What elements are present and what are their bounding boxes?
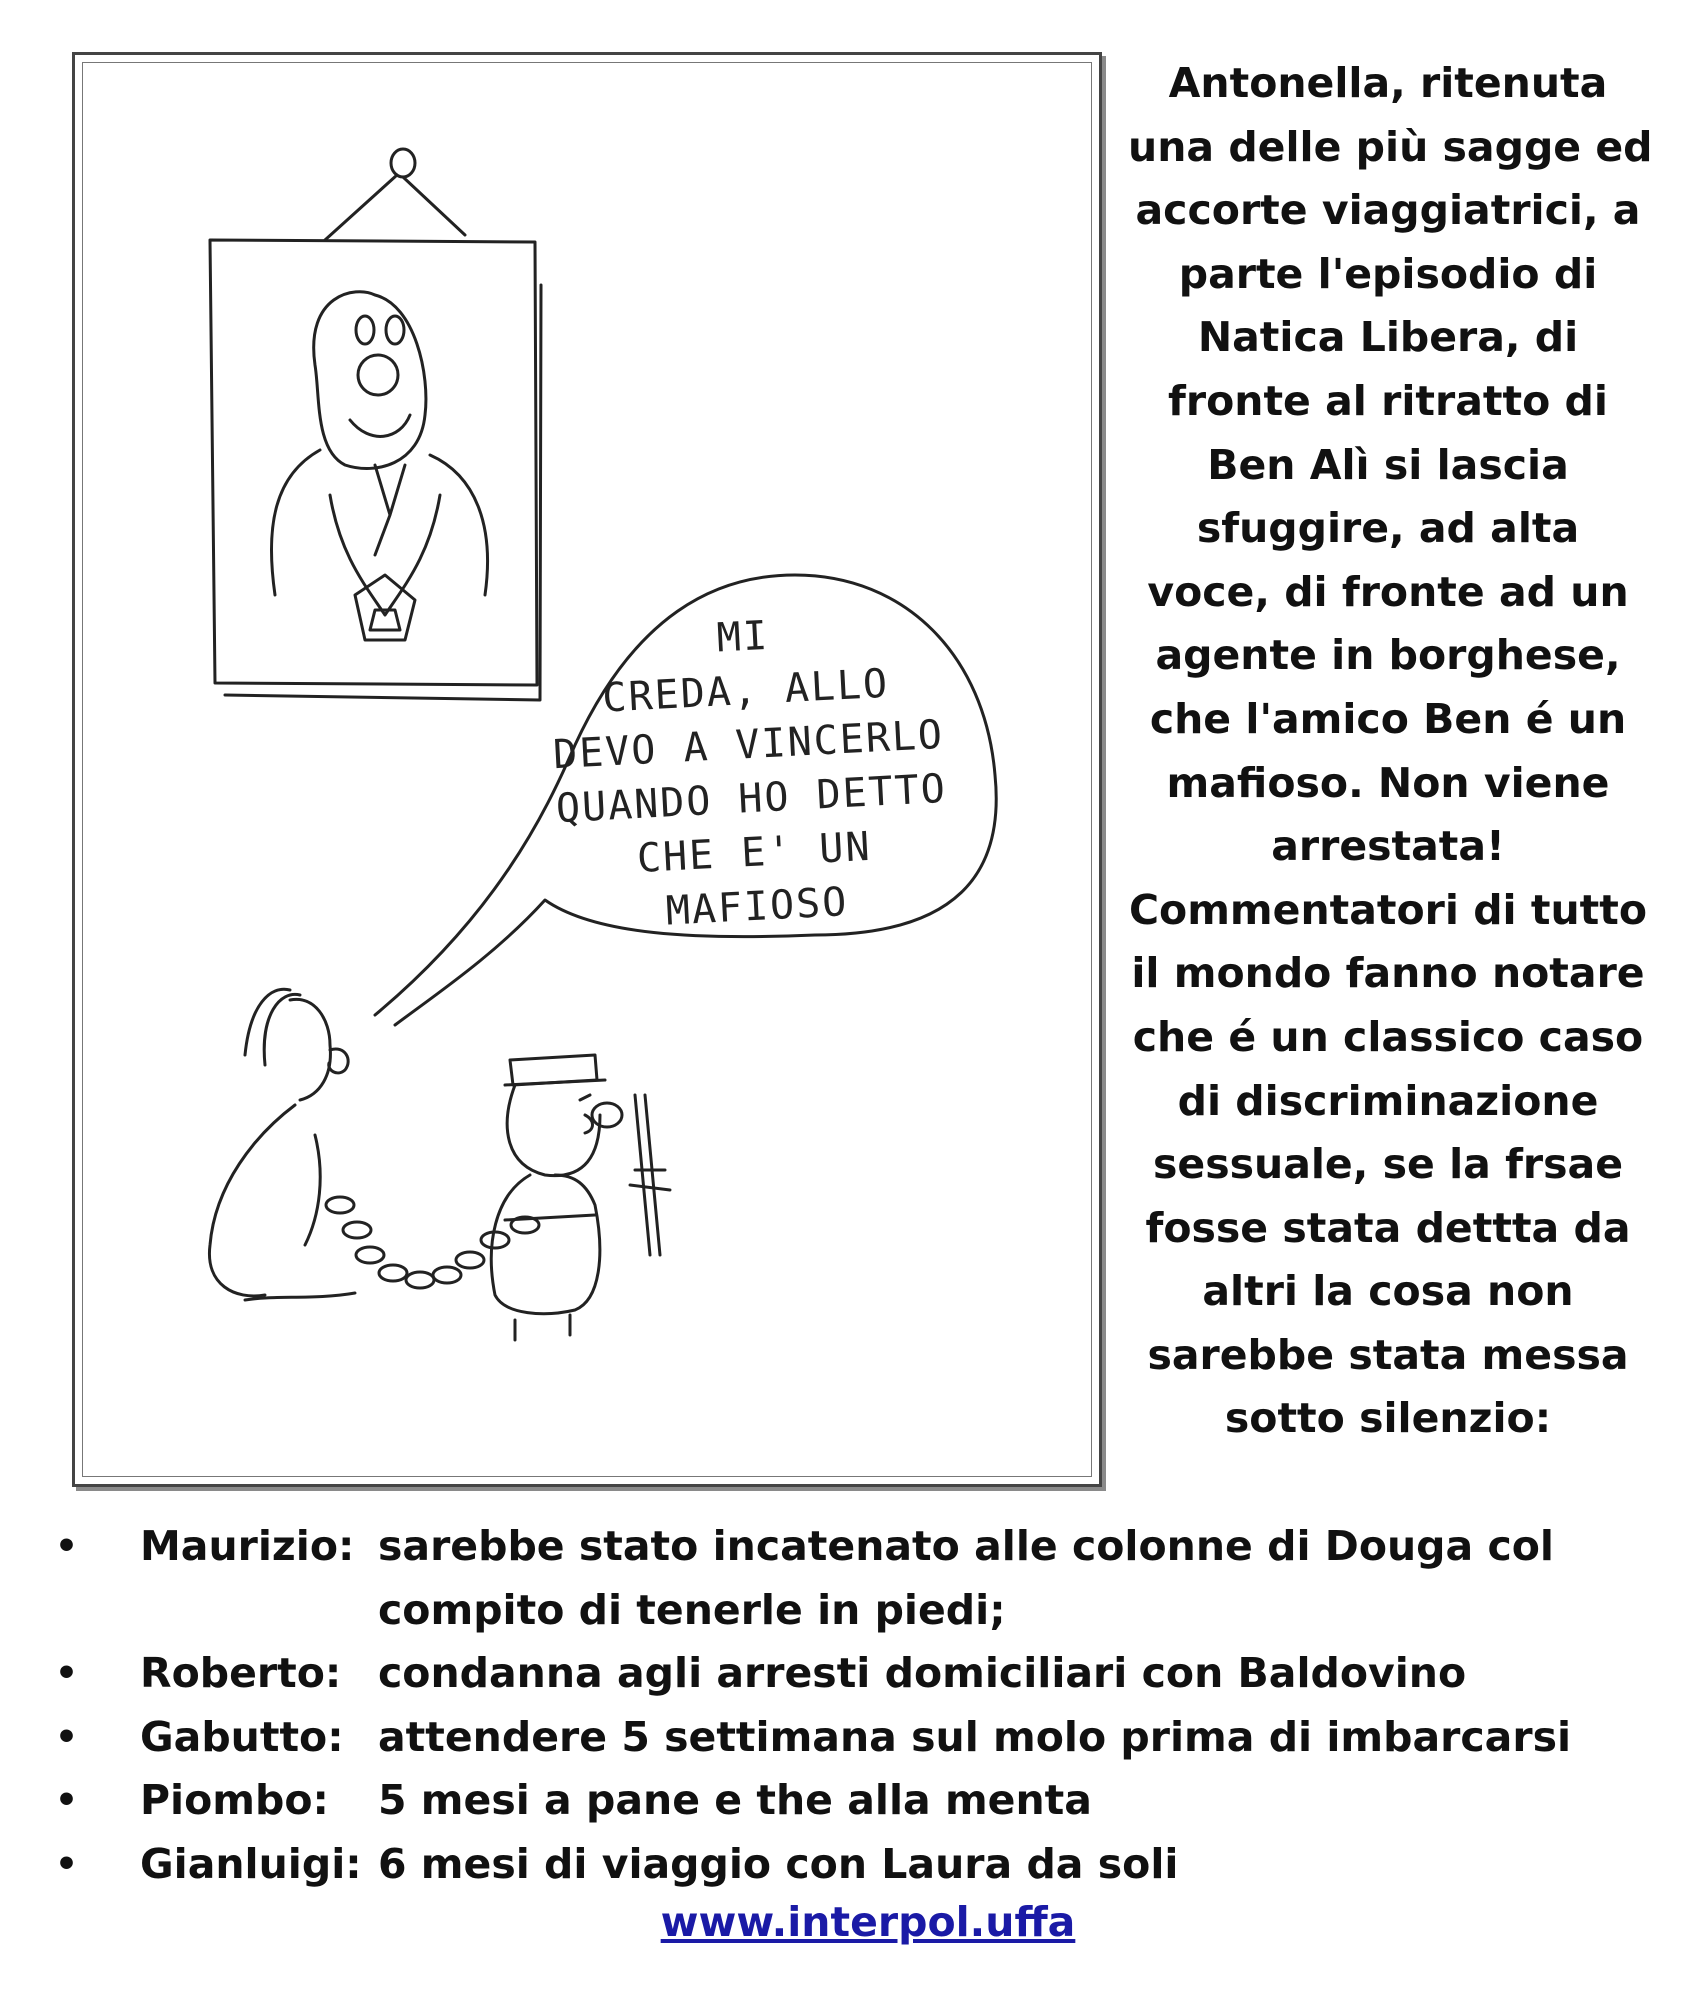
- narrative-line: il mondo fanno notare: [1131, 949, 1645, 998]
- list-item-text: compito di tenerle in piedi;: [378, 1585, 1006, 1634]
- bullet: •: [55, 1843, 79, 1885]
- bullet: •: [55, 1716, 79, 1758]
- narrative-line: accorte viaggiatrici, a: [1135, 186, 1641, 235]
- bubble-line: CREDA, ALLO: [601, 660, 891, 722]
- officer-figure: [491, 1055, 670, 1340]
- narrative-line: Commentatori di tutto: [1128, 885, 1648, 934]
- narrative-line: una delle più sagge ed: [1128, 122, 1653, 171]
- chain: [326, 1197, 539, 1288]
- list-item-continuation: [40, 1579, 1660, 1643]
- list-item-text: attendere 5 settimana sul molo prima di imbarcarsi: [378, 1712, 1572, 1761]
- narrative-line: arrestata!: [1271, 822, 1505, 871]
- list-item: [40, 1706, 1660, 1770]
- narrative-line: agente in borghese,: [1155, 631, 1621, 680]
- narrative-line: sotto silenzio:: [1224, 1394, 1552, 1443]
- narrative-line: sessuale, se la frsae: [1153, 1140, 1623, 1189]
- narrative-line: mafioso. Non viene: [1166, 758, 1610, 807]
- narrative-line: voce, di fronte ad un: [1147, 567, 1629, 616]
- narrative-line: che é un classico caso: [1132, 1012, 1644, 1061]
- narrative-text: [1128, 52, 1653, 1451]
- list-item: [40, 1515, 1660, 1579]
- woman-figure: [209, 989, 355, 1300]
- narrative-line: che l'amico Ben é un: [1149, 694, 1627, 743]
- sentences-list: [40, 1515, 1660, 1897]
- list-item-text: sarebbe stato incatenato alle colonne di Douga col: [378, 1522, 1554, 1570]
- narrative-line: di discriminazione: [1177, 1076, 1599, 1125]
- cartoon-frame: [72, 52, 1102, 1487]
- portrait-figure: [271, 292, 487, 640]
- list-item: [40, 1833, 1660, 1897]
- list-item-name: Maurizio:: [140, 1522, 355, 1570]
- bubble-line: CHE E' UN MAFIOSO: [635, 823, 873, 935]
- list-item-text: 6 mesi di viaggio con Laura da soli: [378, 1839, 1179, 1888]
- narrative-line: Antonella, ritenuta: [1168, 59, 1608, 107]
- narrative-line: fosse stata dettta da: [1145, 1203, 1631, 1252]
- narrative-line: Natica Libera, di: [1197, 313, 1579, 362]
- narrative-line: fronte al ritratto di: [1168, 376, 1608, 425]
- list-item-name: Gabutto:: [140, 1712, 344, 1761]
- portrait-hanger: [325, 149, 465, 240]
- bubble-line: DEVO A VINCERLO: [552, 711, 946, 779]
- narrative-line: sfuggire, ad alta: [1196, 504, 1580, 553]
- speech-bubble-text: [522, 599, 978, 946]
- list-item-name: Gianluigi:: [140, 1839, 362, 1888]
- list-item: [40, 1642, 1660, 1706]
- bullet: •: [55, 1526, 79, 1567]
- narrative-line: parte l'episodio di: [1178, 249, 1598, 298]
- bullet: •: [55, 1653, 79, 1695]
- bubble-line: QUANDO HO DETTO: [554, 765, 948, 833]
- narrative-line: sarebbe stata messa: [1147, 1330, 1629, 1379]
- list-item-text: condanna agli arresti domiciliari con Baldovino: [378, 1649, 1467, 1698]
- bubble-line: MI: [715, 612, 771, 662]
- interpol-link[interactable]: www.interpol.uffa: [660, 1898, 1076, 1946]
- narrative-line: altri la cosa non: [1202, 1267, 1574, 1316]
- list-item-text: 5 mesi a pane e the alla menta: [378, 1776, 1092, 1825]
- list-item-name: Piombo:: [140, 1776, 329, 1825]
- list-item-name: Roberto:: [140, 1649, 342, 1698]
- list-item: [40, 1769, 1660, 1833]
- narrative-line: Ben Alì si lascia: [1207, 440, 1569, 489]
- bullet: •: [55, 1780, 79, 1822]
